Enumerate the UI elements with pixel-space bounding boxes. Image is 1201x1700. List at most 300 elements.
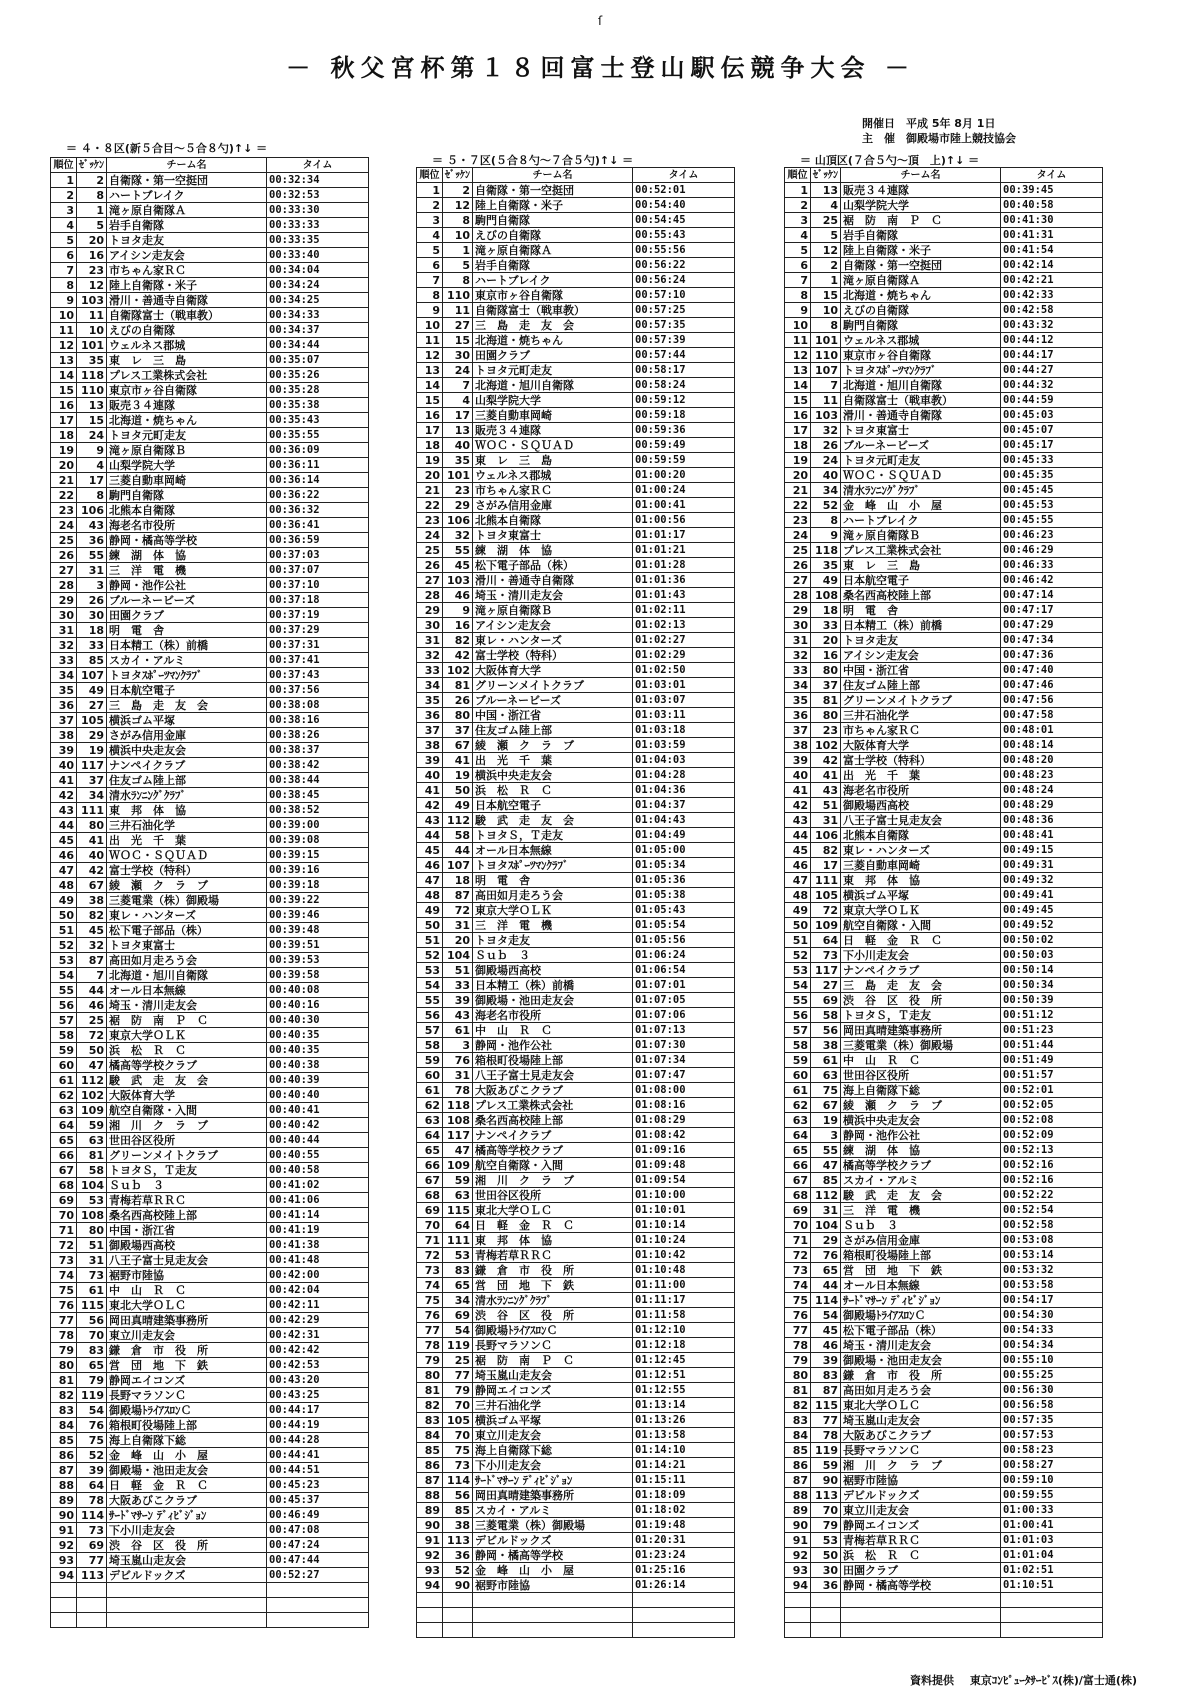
rank-cell: 48 — [51, 878, 77, 893]
team-cell: 湘 川 ク ラ ブ — [473, 1173, 633, 1188]
team-cell: 岩手自衛隊 — [473, 258, 633, 273]
time-cell: 00:56:30 — [1001, 1383, 1103, 1398]
bib-cell: 115 — [443, 1203, 473, 1218]
table-row — [785, 663, 1103, 678]
table-row — [417, 1083, 735, 1098]
table-row — [417, 1368, 735, 1383]
bib-cell: 90 — [443, 1578, 473, 1593]
team-cell: トヨタ東富士 — [107, 938, 267, 953]
time-cell: 01:08:29 — [633, 1113, 735, 1128]
bib-cell: 9 — [811, 528, 841, 543]
team-cell: ハートブレイク — [841, 513, 1001, 528]
team-cell: 松下電子部品（株） — [473, 558, 633, 573]
table-row — [51, 473, 369, 488]
team-cell: 長野マラソンＣ — [473, 1338, 633, 1353]
bib-cell: 80 — [811, 708, 841, 723]
team-cell: 中 山 Ｒ Ｃ — [473, 1023, 633, 1038]
rank-cell: 81 — [51, 1373, 77, 1388]
team-cell: プレス工業株式会社 — [107, 368, 267, 383]
team-cell: ＷＯＣ・ＳＱＵＡＤ — [841, 468, 1001, 483]
bib-cell: 5 — [77, 218, 107, 233]
header-bib: ｾﾞｯｹﾝ — [811, 168, 841, 183]
rank-cell: 43 — [785, 813, 811, 828]
bib-cell: 5 — [443, 258, 473, 273]
time-cell: 00:44:17 — [267, 1403, 369, 1418]
time-cell: 00:59:49 — [633, 438, 735, 453]
table-row — [51, 1508, 369, 1523]
blank-cell — [1001, 1623, 1103, 1638]
time-cell: 01:05:38 — [633, 888, 735, 903]
time-cell: 00:49:52 — [1001, 918, 1103, 933]
rank-cell: 14 — [417, 378, 443, 393]
time-cell: 00:45:55 — [1001, 513, 1103, 528]
table-row — [417, 258, 735, 273]
team-cell: 御殿場ﾄﾗｲｱｽﾛﾝＣ — [841, 1308, 1001, 1323]
team-cell: 橘高等学校クラブ — [473, 1143, 633, 1158]
table-row — [417, 1113, 735, 1128]
time-cell: 00:50:34 — [1001, 978, 1103, 993]
bib-cell: 70 — [77, 1328, 107, 1343]
table-row — [785, 1518, 1103, 1533]
bib-cell: 19 — [811, 1113, 841, 1128]
blank-cell — [1001, 1608, 1103, 1623]
rank-cell: 41 — [51, 773, 77, 788]
bib-cell: 32 — [443, 528, 473, 543]
team-cell: 滑川・善通寺自衛隊 — [473, 573, 633, 588]
team-cell: 北熊本自衛隊 — [473, 513, 633, 528]
rank-cell: 60 — [785, 1068, 811, 1083]
rank-cell: 1 — [417, 183, 443, 198]
bib-cell: 4 — [77, 458, 107, 473]
table-row — [51, 638, 369, 653]
bib-cell: 35 — [443, 453, 473, 468]
rank-cell: 87 — [51, 1463, 77, 1478]
time-cell: 00:36:22 — [267, 488, 369, 503]
bib-cell: 83 — [811, 1368, 841, 1383]
rank-cell: 27 — [51, 563, 77, 578]
bib-cell: 76 — [77, 1418, 107, 1433]
bib-cell: 52 — [77, 1448, 107, 1463]
team-cell: 世田谷区役所 — [107, 1133, 267, 1148]
table-row — [785, 738, 1103, 753]
rank-cell: 71 — [51, 1223, 77, 1238]
table-row — [785, 438, 1103, 453]
bib-cell: 46 — [811, 1338, 841, 1353]
time-cell: 01:00:56 — [633, 513, 735, 528]
rank-cell: 67 — [417, 1173, 443, 1188]
table-row — [51, 623, 369, 638]
blank-cell — [811, 1593, 841, 1608]
time-cell: 00:54:33 — [1001, 1323, 1103, 1338]
blank-cell — [417, 1623, 443, 1638]
time-cell: 00:49:41 — [1001, 888, 1103, 903]
team-cell: ナンペイクラブ — [473, 1128, 633, 1143]
team-cell: 高田如月走ろう会 — [841, 1383, 1001, 1398]
table-row — [785, 1278, 1103, 1293]
table-row — [51, 1568, 369, 1583]
table-row — [51, 383, 369, 398]
bib-cell: 90 — [811, 1473, 841, 1488]
time-cell: 00:46:33 — [1001, 558, 1103, 573]
rank-cell: 87 — [417, 1473, 443, 1488]
bib-cell: 58 — [443, 828, 473, 843]
rank-cell: 2 — [785, 198, 811, 213]
team-cell: 東京大学ＯＬＫ — [107, 1028, 267, 1043]
team-cell: 埼玉・清川走友会 — [107, 998, 267, 1013]
table-row — [785, 1473, 1103, 1488]
team-cell: 海上自衛隊下総 — [107, 1433, 267, 1448]
table-row — [785, 948, 1103, 963]
table-row — [785, 918, 1103, 933]
rank-cell: 60 — [417, 1068, 443, 1083]
team-cell: 北熊本自衛隊 — [841, 828, 1001, 843]
time-cell: 00:46:42 — [1001, 573, 1103, 588]
team-cell: 駿 武 走 友 会 — [473, 813, 633, 828]
rank-cell: 9 — [417, 303, 443, 318]
time-cell: 00:51:49 — [1001, 1053, 1103, 1068]
time-cell: 00:40:35 — [267, 1043, 369, 1058]
table-row — [785, 1413, 1103, 1428]
time-cell: 01:01:28 — [633, 558, 735, 573]
blank-row — [51, 1583, 369, 1598]
bib-cell: 75 — [77, 1433, 107, 1448]
section-title-leg-4-8: ＝ ４・８区(新５合目～５合８勺)↑↓ ＝ — [66, 142, 268, 155]
blank-cell — [107, 1613, 267, 1628]
table-row — [417, 363, 735, 378]
time-cell: 00:35:55 — [267, 428, 369, 443]
rank-cell: 89 — [417, 1503, 443, 1518]
bib-cell: 80 — [811, 663, 841, 678]
bib-cell: 69 — [77, 1538, 107, 1553]
team-cell: 営 団 地 下 鉄 — [473, 1278, 633, 1293]
time-cell: 00:37:18 — [267, 593, 369, 608]
header-time: タイム — [267, 158, 369, 173]
time-cell: 00:52:54 — [1001, 1203, 1103, 1218]
team-cell: 住友ゴム陸上部 — [473, 723, 633, 738]
table-row — [785, 288, 1103, 303]
time-cell: 00:58:27 — [1001, 1458, 1103, 1473]
time-cell: 00:39:53 — [267, 953, 369, 968]
rank-cell: 56 — [417, 1008, 443, 1023]
rank-cell: 78 — [785, 1338, 811, 1353]
blank-cell — [473, 1608, 633, 1623]
bib-cell: 51 — [443, 963, 473, 978]
rank-cell: 84 — [785, 1428, 811, 1443]
header-rank: 順位 — [785, 168, 811, 183]
team-cell: 練 湖 体 協 — [841, 1143, 1001, 1158]
time-cell: 00:50:14 — [1001, 963, 1103, 978]
rank-cell: 9 — [51, 293, 77, 308]
bib-cell: 82 — [811, 843, 841, 858]
team-cell: 箱根町役場陸上部 — [841, 1248, 1001, 1263]
team-cell: 下小川走友会 — [473, 1458, 633, 1473]
bib-cell: 40 — [811, 468, 841, 483]
team-cell: 渋 谷 区 役 所 — [841, 993, 1001, 1008]
table-row — [785, 843, 1103, 858]
team-cell: ハートブレイク — [107, 188, 267, 203]
bib-cell: 7 — [811, 378, 841, 393]
team-cell: 東京大学ＯＬＫ — [473, 903, 633, 918]
table-row — [785, 513, 1103, 528]
table-row — [51, 1493, 369, 1508]
rank-cell: 89 — [51, 1493, 77, 1508]
time-cell: 00:48:23 — [1001, 768, 1103, 783]
blank-cell — [841, 1623, 1001, 1638]
time-cell: 01:07:01 — [633, 978, 735, 993]
blank-cell — [51, 1613, 77, 1628]
time-cell: 00:40:08 — [267, 983, 369, 998]
team-cell: スカイ・アルミ — [107, 653, 267, 668]
blank-cell — [785, 1593, 811, 1608]
bib-cell: 41 — [77, 833, 107, 848]
rank-cell: 89 — [785, 1503, 811, 1518]
rank-cell: 84 — [51, 1418, 77, 1433]
team-cell: 御殿場西高校 — [473, 963, 633, 978]
rank-cell: 91 — [785, 1533, 811, 1548]
team-cell: Ｓｕｂ ３ — [107, 1178, 267, 1193]
time-cell: 00:39:18 — [267, 878, 369, 893]
time-cell: 01:14:10 — [633, 1443, 735, 1458]
table-row — [785, 318, 1103, 333]
rank-cell: 55 — [51, 983, 77, 998]
bib-cell: 35 — [811, 558, 841, 573]
team-cell: ＷＯＣ・ＳＱＵＡＤ — [473, 438, 633, 453]
table-row — [417, 213, 735, 228]
rank-cell: 46 — [417, 858, 443, 873]
time-cell: 00:40:39 — [267, 1073, 369, 1088]
team-cell: 橘高等学校クラブ — [107, 1058, 267, 1073]
team-cell: 駒門自衛隊 — [473, 213, 633, 228]
table-row — [51, 1148, 369, 1163]
table-row — [51, 833, 369, 848]
bib-cell: 61 — [811, 1053, 841, 1068]
rank-cell: 56 — [51, 998, 77, 1013]
time-cell: 01:07:06 — [633, 1008, 735, 1023]
time-cell: 01:01:17 — [633, 528, 735, 543]
table-row — [785, 258, 1103, 273]
table-row — [51, 818, 369, 833]
table-row — [785, 1248, 1103, 1263]
rank-cell: 74 — [785, 1278, 811, 1293]
rank-cell: 5 — [51, 233, 77, 248]
team-cell: 陸上自衛隊・米子 — [841, 243, 1001, 258]
time-cell: 00:47:40 — [1001, 663, 1103, 678]
table-row — [51, 1418, 369, 1433]
time-cell: 00:52:05 — [1001, 1098, 1103, 1113]
rank-cell: 10 — [51, 308, 77, 323]
time-cell: 00:34:24 — [267, 278, 369, 293]
time-cell: 01:10:14 — [633, 1218, 735, 1233]
bib-cell: 72 — [443, 903, 473, 918]
time-cell: 00:47:36 — [1001, 648, 1103, 663]
bib-cell: 63 — [811, 1068, 841, 1083]
bib-cell: 24 — [811, 453, 841, 468]
time-cell: 00:47:58 — [1001, 708, 1103, 723]
blank-cell — [785, 1608, 811, 1623]
table-row — [417, 1323, 735, 1338]
rank-cell: 35 — [417, 693, 443, 708]
bib-cell: 25 — [443, 1353, 473, 1368]
table-row — [51, 248, 369, 263]
rank-cell: 87 — [785, 1473, 811, 1488]
table-row — [51, 263, 369, 278]
bib-cell: 43 — [811, 783, 841, 798]
time-cell: 00:40:16 — [267, 998, 369, 1013]
team-cell: 三 島 走 友 会 — [107, 698, 267, 713]
table-row — [51, 1133, 369, 1148]
bib-cell: 4 — [443, 393, 473, 408]
team-cell: 鎌 倉 市 役 所 — [473, 1263, 633, 1278]
bib-cell: 43 — [443, 1008, 473, 1023]
table-row — [417, 1203, 735, 1218]
time-cell: 00:40:55 — [267, 1148, 369, 1163]
rank-cell: 12 — [785, 348, 811, 363]
team-cell: 中 山 Ｒ Ｃ — [107, 1283, 267, 1298]
table-row — [51, 593, 369, 608]
table-row — [417, 738, 735, 753]
team-cell: 滝ヶ原自衛隊Ａ — [841, 273, 1001, 288]
bib-cell: 36 — [77, 533, 107, 548]
table-row — [417, 1053, 735, 1068]
rank-cell: 2 — [51, 188, 77, 203]
time-cell: 00:57:44 — [633, 348, 735, 363]
rank-cell: 28 — [417, 588, 443, 603]
time-cell: 00:40:44 — [267, 1133, 369, 1148]
bib-cell: 30 — [77, 608, 107, 623]
time-cell: 00:55:10 — [1001, 1353, 1103, 1368]
header-time: タイム — [1001, 168, 1103, 183]
team-cell: 海上自衛隊下総 — [473, 1443, 633, 1458]
time-cell: 00:52:16 — [1001, 1158, 1103, 1173]
time-cell: 00:52:22 — [1001, 1188, 1103, 1203]
rank-cell: 47 — [51, 863, 77, 878]
team-cell: 松下電子部品（株） — [107, 923, 267, 938]
rank-cell: 31 — [417, 633, 443, 648]
rank-cell: 3 — [785, 213, 811, 228]
bib-cell: 1 — [811, 273, 841, 288]
rank-cell: 37 — [785, 723, 811, 738]
team-cell: 北海道・焼ちゃん — [107, 413, 267, 428]
rank-cell: 72 — [51, 1238, 77, 1253]
rank-cell: 53 — [785, 963, 811, 978]
time-cell: 01:11:17 — [633, 1293, 735, 1308]
table-row — [785, 858, 1103, 873]
team-cell: 北海道・焼ちゃん — [841, 288, 1001, 303]
bib-cell: 10 — [443, 228, 473, 243]
table-row — [785, 1263, 1103, 1278]
time-cell: 00:37:29 — [267, 623, 369, 638]
bib-cell: 42 — [77, 863, 107, 878]
time-cell: 00:36:14 — [267, 473, 369, 488]
bib-cell: 13 — [77, 398, 107, 413]
rank-cell: 50 — [417, 918, 443, 933]
table-row — [51, 1088, 369, 1103]
blank-row — [51, 1613, 369, 1628]
time-cell: 01:04:28 — [633, 768, 735, 783]
rank-cell: 21 — [51, 473, 77, 488]
rank-cell: 2 — [417, 198, 443, 213]
team-cell: 静岡エイコンズ — [473, 1383, 633, 1398]
time-cell: 00:49:45 — [1001, 903, 1103, 918]
team-cell: 青梅若草ＲＲＣ — [473, 1248, 633, 1263]
table-row — [785, 1023, 1103, 1038]
team-cell: ウェルネス郡城 — [107, 338, 267, 353]
bib-cell: 61 — [77, 1283, 107, 1298]
table-row — [51, 893, 369, 908]
team-cell: 日本航空電子 — [841, 573, 1001, 588]
team-cell: 松下電子部品（株） — [841, 1323, 1001, 1338]
time-cell: 00:41:48 — [267, 1253, 369, 1268]
team-cell: 市ちゃん家ＲＣ — [107, 263, 267, 278]
table-row — [51, 653, 369, 668]
rank-cell: 58 — [785, 1038, 811, 1053]
rank-cell: 15 — [785, 393, 811, 408]
rank-cell: 94 — [51, 1568, 77, 1583]
table-row — [785, 678, 1103, 693]
table-row — [785, 1098, 1103, 1113]
rank-cell: 59 — [785, 1053, 811, 1068]
team-cell: 長野マラソンＣ — [841, 1443, 1001, 1458]
table-row — [785, 378, 1103, 393]
team-cell: 浜 松 Ｒ Ｃ — [473, 783, 633, 798]
bib-cell: 1 — [77, 203, 107, 218]
bib-cell: 42 — [811, 753, 841, 768]
time-cell: 00:52:09 — [1001, 1128, 1103, 1143]
bib-cell: 109 — [77, 1103, 107, 1118]
rank-cell: 70 — [51, 1208, 77, 1223]
team-cell: ブルーネービーズ — [841, 438, 1001, 453]
blank-cell — [443, 1623, 473, 1638]
header-team: チーム名 — [841, 168, 1001, 183]
rank-cell: 74 — [51, 1268, 77, 1283]
bib-cell: 49 — [77, 683, 107, 698]
rank-cell: 43 — [417, 813, 443, 828]
time-cell: 01:07:13 — [633, 1023, 735, 1038]
rank-cell: 16 — [785, 408, 811, 423]
team-cell: さがみ信用金庫 — [473, 498, 633, 513]
table-row — [785, 1203, 1103, 1218]
time-cell: 00:50:39 — [1001, 993, 1103, 1008]
bib-cell: 18 — [443, 873, 473, 888]
bib-cell: 30 — [811, 1563, 841, 1578]
bib-cell: 82 — [77, 908, 107, 923]
table-row — [417, 273, 735, 288]
time-cell: 00:53:08 — [1001, 1233, 1103, 1248]
bib-cell: 56 — [77, 1313, 107, 1328]
bib-cell: 110 — [77, 383, 107, 398]
table-row — [51, 1328, 369, 1343]
rank-cell: 76 — [417, 1308, 443, 1323]
table-row — [785, 1233, 1103, 1248]
time-cell: 00:34:04 — [267, 263, 369, 278]
team-cell: 岡田真晴建築事務所 — [841, 1023, 1001, 1038]
bib-cell: 16 — [443, 618, 473, 633]
bib-cell: 115 — [77, 1298, 107, 1313]
table-row — [785, 1533, 1103, 1548]
bib-cell: 64 — [77, 1478, 107, 1493]
table-row — [51, 668, 369, 683]
blank-cell — [443, 1593, 473, 1608]
time-cell: 01:03:07 — [633, 693, 735, 708]
team-cell: 高田如月走ろう会 — [107, 953, 267, 968]
table-row — [51, 1163, 369, 1178]
table-row — [51, 443, 369, 458]
table-row — [417, 378, 735, 393]
time-cell: 01:00:41 — [1001, 1518, 1103, 1533]
team-cell: 湘 川 ク ラ ブ — [841, 1458, 1001, 1473]
team-cell: 日本精工（株）前橋 — [473, 978, 633, 993]
results-table-leg-5-7 — [416, 167, 735, 1638]
